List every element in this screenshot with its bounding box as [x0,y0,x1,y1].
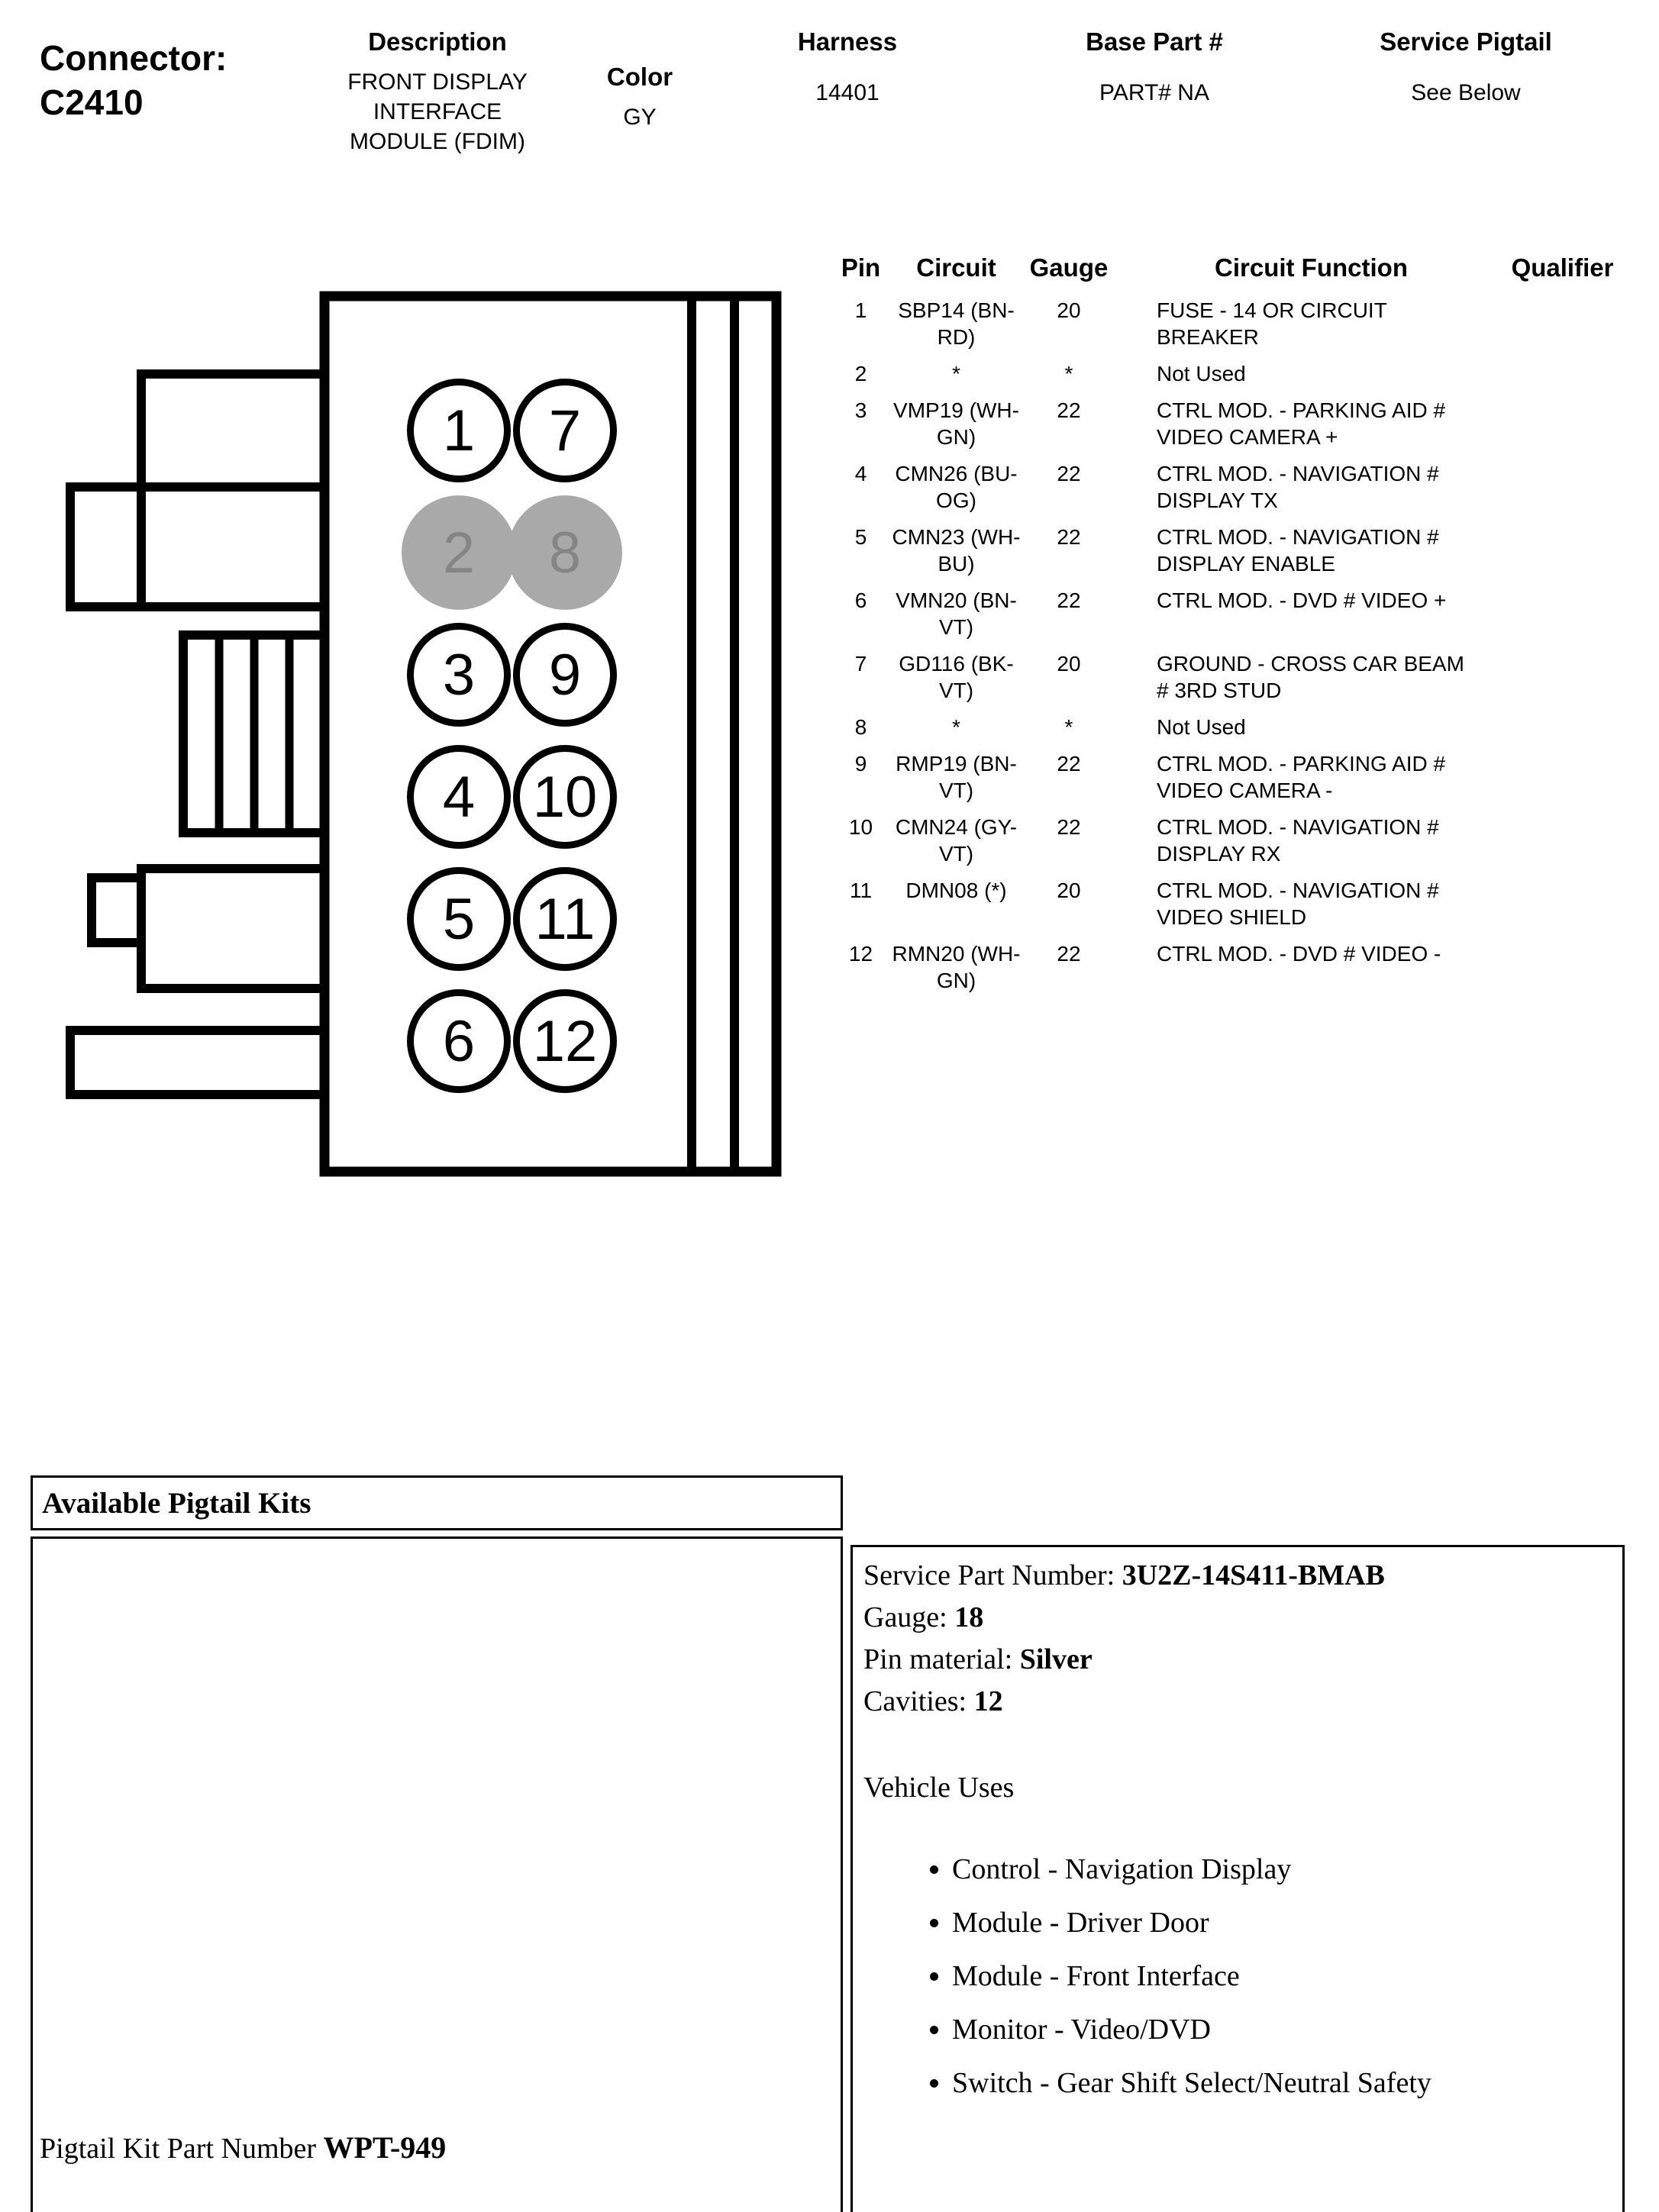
service-pigtail-value: See Below [1411,80,1521,105]
description-label: Description [368,27,507,56]
pin-table-row [832,814,1659,867]
pin-table-row [832,397,1659,450]
connector-pin-10: 10 [513,745,617,849]
kit-label: Pigtail Kit Part Number [40,2133,324,2165]
pin-circuit-cell: * [952,715,960,740]
pin-table-row [832,297,1659,350]
pin-pin-cell: 11 [849,879,873,903]
pin-table-header-row [832,252,1659,283]
pin-func-cell: CTRL MOD. - NAVIGATION # VIDEO SHIELD [1157,879,1439,930]
pin-func-cell: GROUND - CROSS CAR BEAM # 3RD STUD [1157,652,1464,703]
pin-circuit-cell: RMN20 (WH-GN) [892,942,1021,993]
pin-pin-cell: 6 [854,588,867,613]
pin-header: Pin [841,253,881,282]
pin-circuit-cell: DMN08 (*) [905,879,1007,903]
pin-func-cell: CTRL MOD. - DVD # VIDEO + [1157,588,1447,613]
connector-pin-12: 12 [513,989,617,1093]
connector-pin-3: 3 [407,623,511,727]
pin-table-row [832,877,1659,930]
connector-pin-5: 5 [407,867,511,971]
pin-gauge-cell: * [1064,715,1073,740]
base-part-value: PART# NA [1099,80,1209,105]
connector-pin-8: 8 [508,495,622,610]
pin-pin-cell: 4 [854,462,867,486]
connector-pin-2: 2 [402,495,516,610]
service-pigtail-label: Service Pigtail [1380,27,1552,56]
vehicle-use-item: • Module - Driver Door [952,1902,1612,1944]
pin-qual-cell [1466,297,1659,350]
pin-circuit-cell: CMN24 (GY-VT) [895,815,1018,866]
vehicle-uses-list [863,1849,1612,2104]
pin-func-cell: CTRL MOD. - DVD # VIDEO - [1157,942,1441,966]
connector-pin-4: 4 [407,745,511,849]
pin-gauge-cell: 22 [1057,752,1081,776]
vehicle-use-item: • Monitor - Video/DVD [952,2009,1612,2051]
pin-qual-cell [1466,940,1659,994]
connector-pin-9: 9 [513,623,617,727]
service-part-number-line [863,1555,1612,1597]
pin-gauge-cell: 20 [1057,652,1081,676]
pin-circuit-cell: CMN23 (WH-BU) [892,525,1021,576]
pin-table-row [832,650,1659,704]
gauge-header: Gauge [1029,253,1109,282]
pin-pin-cell: 2 [854,362,867,386]
function-header: Circuit Function [1215,253,1408,282]
pin-gauge-cell: 22 [1057,588,1081,613]
pin-qual-cell [1466,524,1659,577]
pin-pin-cell: 8 [854,715,867,740]
circuit-header: Circuit [916,253,996,282]
header-col-service-pigtail [1351,27,1580,108]
pigtail-kit-part-number-line [40,2130,446,2165]
pin-func-cell: CTRL MOD. - PARKING AID # VIDEO CAMERA - [1157,752,1446,803]
pin-func-cell: Not Used [1157,362,1246,386]
vehicle-use-item: • Module - Front Interface [952,1956,1612,1998]
header-col-base-part [1055,27,1254,108]
pin-material-label: Pin material: [863,1643,1020,1675]
pin-qual-cell [1466,587,1659,640]
pin-gauge-cell: 22 [1057,942,1081,966]
pin-circuit-cell: SBP14 (BN-RD) [898,298,1015,350]
pin-circuit-cell: VMP19 (WH-GN) [893,398,1019,450]
gauge-line [863,1597,1612,1639]
cavities-label: Cavities: [863,1685,974,1717]
service-part-box [850,1545,1625,2212]
header-col-color [583,63,697,132]
connector-pin-1: 1 [407,379,511,482]
connector-pin-7: 7 [513,379,617,482]
service-part-label: Service Part Number: [863,1559,1122,1591]
pin-gauge-cell: 22 [1057,398,1081,423]
pin-table-row [832,360,1659,387]
pin-gauge-cell: * [1064,362,1073,386]
connector-outline-diagram [46,275,809,1214]
pin-qual-cell [1466,714,1659,740]
pin-gauge-cell: 22 [1057,525,1081,550]
pin-gauge-cell: 22 [1057,815,1081,840]
pin-gauge-cell: 20 [1057,879,1081,903]
cavities-line [863,1681,1612,1723]
header-col-harness [771,27,924,108]
pin-qual-cell [1466,877,1659,930]
pin-function-table [832,252,1659,1004]
pin-table-row [832,587,1659,640]
available-pigtail-kits-text: Available Pigtail Kits [42,1486,311,1520]
connector-id: C2410 [40,82,144,122]
pin-table-row [832,524,1659,577]
pin-pin-cell: 1 [854,298,867,323]
gauge-label: Gauge: [863,1601,955,1633]
qualifier-header: Qualifier [1511,253,1614,282]
pin-qual-cell [1466,460,1659,514]
pin-circuit-cell: RMP19 (BN-VT) [896,752,1017,803]
kit-number: WPT-949 [323,2130,447,2165]
pin-pin-cell: 7 [854,652,867,676]
pin-gauge-cell: 20 [1057,298,1081,323]
base-part-label: Base Part # [1086,27,1223,56]
pin-circuit-cell: CMN26 (BU-OG) [895,462,1018,513]
pin-circuit-cell: GD116 (BK-VT) [899,652,1014,703]
pin-pin-cell: 10 [848,815,873,840]
vehicle-uses-label: Vehicle Uses [863,1772,1015,1804]
color-value: GY [623,105,657,130]
pin-circuit-cell: * [952,362,960,386]
harness-value: 14401 [815,80,880,105]
available-pigtail-kits-title [31,1475,843,1530]
pin-func-cell: FUSE - 14 OR CIRCUIT BREAKER [1157,298,1387,350]
pin-func-cell: CTRL MOD. - NAVIGATION # DISPLAY RX [1157,815,1439,866]
gauge-value: 18 [954,1601,984,1633]
pin-func-cell: Not Used [1157,715,1246,740]
harness-label: Harness [797,27,898,56]
pin-pin-cell: 9 [854,752,867,776]
pin-table-row [832,460,1659,514]
pin-table-row [832,940,1659,994]
pin-pin-cell: 5 [854,525,867,550]
pin-qual-cell [1466,814,1659,867]
connector-title [40,37,227,124]
pin-qual-cell [1466,397,1659,450]
pin-material-line [863,1639,1612,1681]
pigtail-kits-body-box [31,1536,843,2212]
connector-pin-11: 11 [513,867,617,971]
connector-pin-6: 6 [407,989,511,1093]
pin-func-cell: CTRL MOD. - PARKING AID # VIDEO CAMERA + [1157,398,1446,450]
pin-gauge-cell: 22 [1057,462,1081,486]
pin-pin-cell: 3 [854,398,867,423]
pin-qual-cell [1466,750,1659,804]
pin-qual-cell [1466,650,1659,704]
header-col-description [304,27,571,156]
description-value: FRONT DISPLAY INTERFACE MODULE (FDIM) [347,69,528,154]
pin-pin-cell: 12 [848,942,873,966]
pin-func-cell: CTRL MOD. - NAVIGATION # DISPLAY ENABLE [1157,525,1439,576]
pin-qual-cell [1466,360,1659,387]
pin-table-row [832,750,1659,804]
pin-material-value: Silver [1019,1643,1093,1675]
vehicle-use-item: • Switch - Gear Shift Select/Neutral Safety [952,2062,1612,2104]
pin-circuit-cell: VMN20 (BN-VT) [896,588,1017,640]
connector-label: Connector: [40,38,228,78]
service-part-value: 3U2Z-14S411-BMAB [1122,1559,1385,1591]
vehicle-use-item: • Control - Navigation Display [952,1849,1612,1891]
pin-table-row [832,714,1659,740]
color-label: Color [606,63,673,91]
pin-func-cell: CTRL MOD. - NAVIGATION # DISPLAY TX [1157,462,1439,513]
pin-table-body [832,297,1659,994]
cavities-value: 12 [973,1685,1003,1717]
